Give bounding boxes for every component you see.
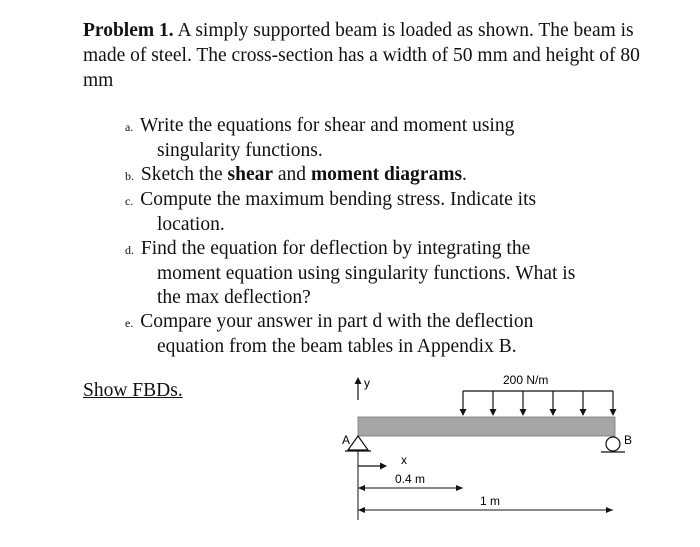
support-b-label: B: [624, 433, 633, 447]
part-text: .: [462, 164, 467, 185]
show-fbds-note: Show FBDs.: [83, 380, 183, 401]
part-text-cont: singularity functions.: [157, 140, 323, 161]
part-text: Sketch the: [140, 164, 228, 185]
part-text: Compare your answer in part d with the deflection: [140, 311, 534, 332]
part-bold-shear: shear: [227, 164, 274, 185]
part-bold-moment: moment diagrams: [310, 164, 463, 185]
part-text: Write the equations for shear and moment using: [139, 115, 515, 136]
part-marker: a.: [125, 120, 134, 134]
y-axis: [355, 376, 371, 400]
load-label: 200 N/m: [503, 373, 549, 387]
dim-start-label: 0.4 m: [395, 472, 426, 486]
distributed-load: [460, 373, 617, 416]
part-text: and: [273, 164, 311, 185]
x-axis-label: x: [401, 453, 407, 467]
part-text-cont: equation from the beam tables in Appendix B.: [157, 336, 517, 357]
part-text-cont: moment equation using singularity functions. What is: [157, 263, 576, 284]
dimension-1m: [358, 494, 613, 513]
part-marker: d.: [125, 243, 134, 257]
beam: [358, 417, 615, 436]
problem-title: Problem 1.: [83, 20, 174, 41]
part-text-cont: the max deflection?: [157, 287, 311, 308]
part-marker: c.: [125, 194, 134, 208]
part-marker: e.: [125, 316, 134, 330]
part-text: Compute the maximum bending stress. Indicate its: [140, 189, 537, 210]
problem-text: A simply supported beam is loaded as shown. The beam is made of steel. The cross-section has a width of 50 mm and height of 80 mm: [83, 20, 640, 91]
dimension-0-4m: [358, 472, 463, 491]
part-marker: b.: [125, 169, 134, 183]
support-a-label: A: [342, 433, 351, 447]
dim-total-label: 1 m: [480, 494, 501, 508]
y-axis-label: y: [364, 376, 370, 390]
part-text: Find the equation for deflection by integrating the: [140, 238, 531, 259]
part-text-cont: location.: [157, 214, 225, 235]
